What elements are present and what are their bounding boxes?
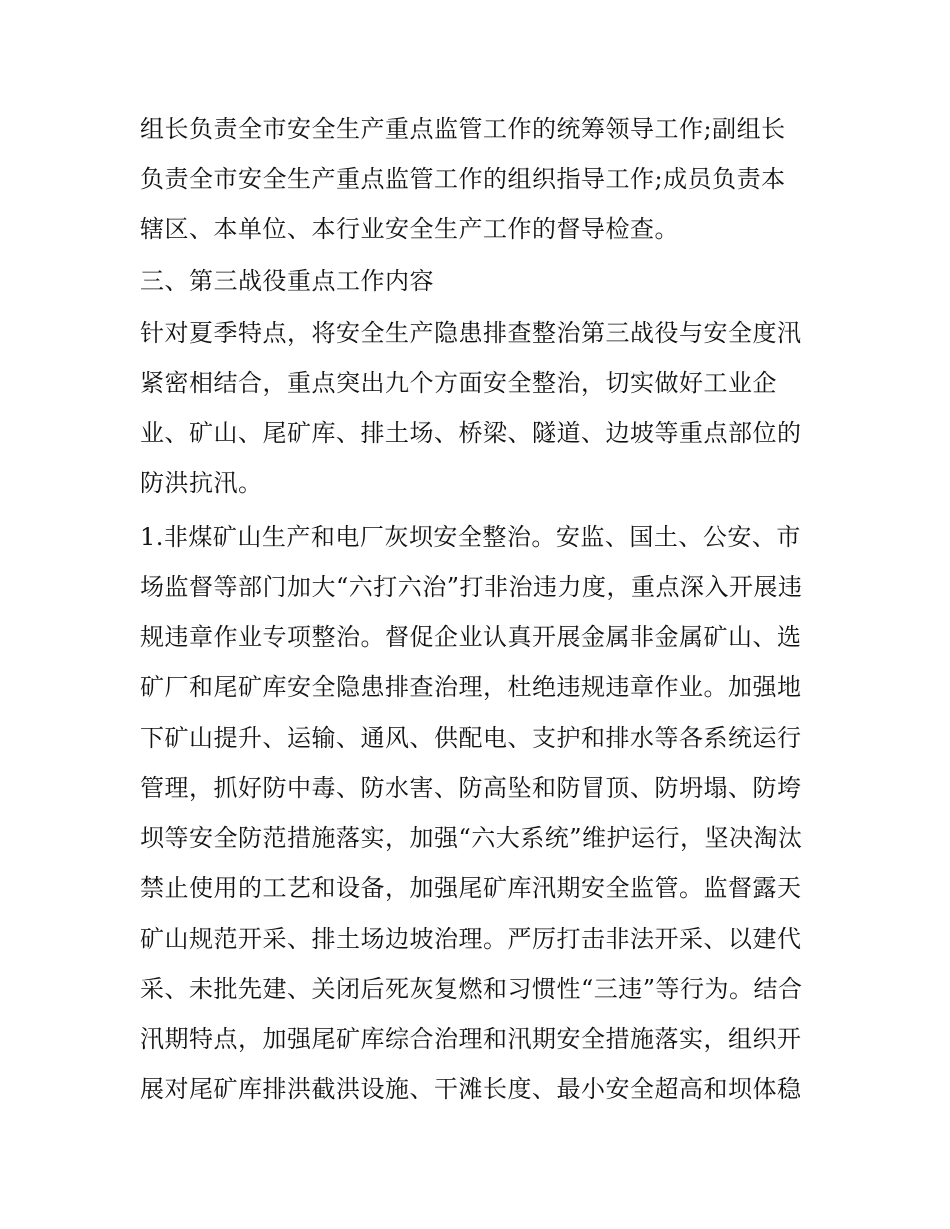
paragraph-line: 业、矿山、尾矿库、排土场、桥梁、隧道、边坡等重点部位的	[140, 419, 802, 447]
paragraph-line: 辖区、本单位、本行业安全生产工作的督导检查。	[140, 215, 679, 243]
paragraph-line: 规违章作业专项整治。督促企业认真开展金属非金属矿山、选	[140, 623, 802, 651]
paragraph-line: 禁止使用的工艺和设备，加强尾矿库汛期安全监管。监督露天	[140, 874, 802, 902]
paragraph-line: 组长负责全市安全生产重点监管工作的统筹领导工作;副组长	[140, 115, 786, 143]
paragraph-line: 防洪抗汛。	[140, 469, 263, 497]
section-heading: 三、第三战役重点工作内容	[140, 267, 434, 295]
paragraph-line: 下矿山提升、运输、通风、供配电、支护和排水等各系统运行	[140, 724, 802, 752]
paragraph-line: 管理，抓好防中毒、防水害、防高坠和防冒顶、防坍塌、防垮	[140, 774, 802, 802]
paragraph-line: 场监督等部门加大“六打六治”打非治违力度，重点深入开展违	[140, 573, 803, 601]
paragraph-line: 采、未批先建、关闭后死灰复燃和习惯性“三违”等行为。结合	[140, 975, 803, 1003]
paragraph-line: 坝等安全防范措施落实，加强“六大系统”维护运行，坚决淘汰	[140, 824, 803, 852]
paragraph-line: 针对夏季特点，将安全生产隐患排查整治第三战役与安全度汛	[140, 319, 802, 347]
paragraph-line: 矿山规范开采、排土场边坡治理。严厉打击非法开采、以建代	[140, 925, 802, 953]
paragraph-line: 矿厂和尾矿库安全隐患排查治理，杜绝违规违章作业。加强地	[140, 673, 802, 701]
paragraph-line: 1.非煤矿山生产和电厂灰坝安全整治。安监、国土、公安、市	[140, 523, 801, 551]
paragraph-line: 负责全市安全生产重点监管工作的组织指导工作;成员负责本	[140, 165, 786, 193]
paragraph-line: 紧密相结合，重点突出九个方面安全整治，切实做好工业企	[140, 369, 777, 397]
paragraph-line: 汛期特点，加强尾矿库综合治理和汛期安全措施落实，组织开	[140, 1025, 802, 1053]
paragraph-line: 展对尾矿库排洪截洪设施、干滩长度、最小安全超高和坝体稳	[140, 1075, 802, 1103]
